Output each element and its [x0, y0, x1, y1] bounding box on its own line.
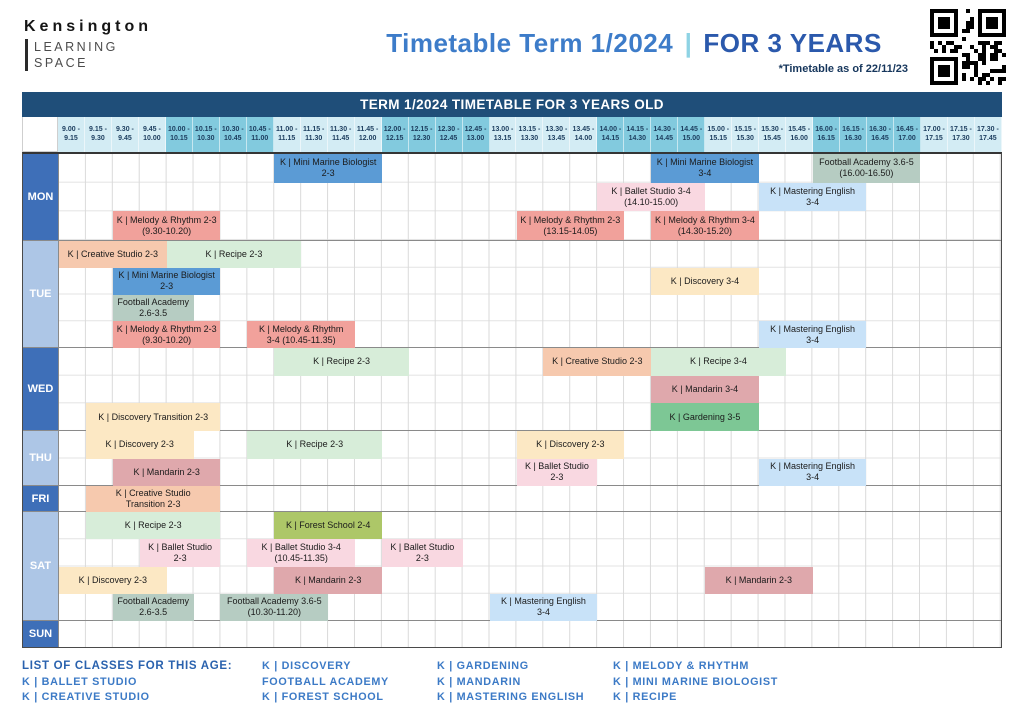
event-subtitle: (10.45-11.35)	[274, 552, 328, 563]
day-label-tue: TUE	[23, 241, 59, 347]
class-list-item: K | MANDARIN	[437, 675, 521, 688]
time-slot-12.45: 12.45 - 13.00	[463, 117, 490, 152]
event-title: K | Ballet Studio 3-4	[261, 541, 341, 552]
time-slot-16.30: 16.30 - 16.45	[867, 117, 894, 152]
event-block	[274, 567, 382, 594]
event-title: K | Ballet Studio	[524, 461, 589, 472]
event-block	[113, 321, 221, 348]
event-subtitle: (16.00-16.50)	[839, 168, 894, 179]
day-label-sun: SUN	[23, 621, 59, 647]
event-title: K | Mandarin 2-3	[133, 466, 200, 477]
event-title: K | Recipe 2-3	[313, 356, 371, 367]
timetable-date-note: *Timetable as of 22/11/23	[778, 63, 908, 75]
event-title: K | Mandarin 3-4	[671, 383, 739, 394]
event-subtitle: 3-4	[806, 472, 820, 483]
class-list-item: K | CREATIVE STUDIO	[22, 691, 150, 703]
event-block	[113, 594, 194, 621]
time-slot-16.15: 16.15 - 16.30	[840, 117, 867, 152]
event-block	[651, 348, 786, 376]
time-slot-10.45: 10.45 - 11.00	[247, 117, 274, 152]
time-slot-12.00: 12.00 - 12.15	[382, 117, 409, 152]
event-title: K | Creative Studio	[115, 488, 191, 498]
event-block	[813, 154, 921, 183]
event-title: K | Forest School 2-4	[285, 520, 371, 531]
time-slot-9.30: 9.30 - 9.45	[112, 117, 139, 152]
time-slot-11.30: 11.30 - 11.45	[328, 117, 355, 152]
event-subtitle: (13.15-14.05)	[543, 225, 598, 236]
class-list-column-1	[22, 659, 232, 706]
event-block	[651, 403, 759, 431]
day-row-tue	[23, 240, 1001, 347]
class-list-item: FOOTBALL ACADEMY	[262, 675, 389, 688]
time-slot-16.00: 16.00 - 16.15	[813, 117, 840, 152]
day-row-thu	[23, 430, 1001, 485]
day-label-fri: FRI	[23, 486, 59, 511]
day-row-fri	[23, 485, 1001, 511]
event-block	[247, 539, 355, 566]
time-slot-11.45: 11.45 - 12.00	[355, 117, 382, 152]
time-slot-15.30: 15.30 - 15.45	[759, 117, 786, 152]
event-block	[140, 539, 221, 566]
time-slot-16.45: 16.45 - 17.00	[894, 117, 921, 152]
event-title: K | Mastering English	[770, 323, 856, 334]
event-block	[759, 321, 867, 348]
time-header-corner	[22, 117, 58, 152]
event-block	[759, 183, 867, 212]
event-block	[247, 431, 382, 459]
event-title: K | Recipe 2-3	[124, 520, 182, 531]
event-subtitle: (9.30-10.20)	[142, 225, 192, 236]
event-subtitle: 2-3	[321, 168, 335, 179]
page-title	[360, 28, 908, 59]
event-title: K | Mastering English	[770, 185, 856, 196]
day-canvas-mon	[59, 154, 1001, 240]
brand-sub-line1: LEARNING	[34, 40, 118, 54]
day-row-sat	[23, 511, 1001, 620]
event-block	[274, 154, 382, 183]
event-title: K | Ballet Studio	[148, 541, 213, 552]
event-title: Football Academy	[117, 296, 189, 307]
brand-logo	[24, 18, 152, 71]
event-block	[86, 486, 221, 512]
class-list-item: K | GARDENING	[437, 660, 529, 672]
time-header-cells	[58, 117, 1002, 152]
class-list-item: K | BALLET STUDIO	[22, 675, 138, 688]
event-title: K | Mandarin 2-3	[294, 574, 362, 585]
class-list-column-4	[613, 659, 778, 706]
event-title: K | Mandarin 2-3	[725, 574, 792, 585]
time-slot-15.00: 15.00 - 15.15	[705, 117, 732, 152]
event-subtitle: (10.30-11.20)	[247, 607, 301, 618]
qr-code	[930, 9, 1006, 85]
event-title: K | Discovery 2-3	[105, 439, 174, 450]
day-label-wed: WED	[23, 348, 59, 430]
event-block	[651, 154, 759, 183]
event-title: K | Mastering English	[501, 596, 586, 607]
event-subtitle: 3-4 (10.45-11.35)	[266, 334, 336, 345]
event-title: Football Academy 3.6-5	[227, 596, 322, 607]
event-subtitle: Transition 2-3	[125, 499, 181, 509]
brand-sub-line2: SPACE	[34, 56, 88, 70]
event-subtitle: 2.6-3.5	[139, 307, 168, 318]
class-list-item: K | DISCOVERY	[262, 660, 352, 672]
time-slot-10.30: 10.30 - 10.45	[220, 117, 247, 152]
day-row-mon	[23, 154, 1001, 240]
time-slot-15.15: 15.15 - 15.30	[732, 117, 759, 152]
event-subtitle: (9.30-10.20)	[142, 334, 192, 345]
event-block	[220, 594, 328, 621]
event-subtitle: (14.10-15.00)	[624, 196, 679, 207]
event-block	[382, 539, 463, 566]
class-list-item: K | MINI MARINE BIOLOGIST	[613, 675, 779, 688]
time-slot-11.00: 11.00 - 11.15	[274, 117, 301, 152]
event-block	[86, 512, 221, 539]
event-subtitle: 2-3	[173, 552, 187, 563]
event-block	[113, 211, 221, 240]
event-subtitle: 2-3	[415, 552, 429, 563]
event-block	[517, 459, 598, 487]
event-subtitle: 2-3	[550, 472, 564, 483]
event-title: K | Discovery 2-3	[536, 439, 605, 450]
time-slot-13.45: 13.45 - 14.00	[570, 117, 597, 152]
day-rows	[22, 152, 1002, 648]
event-block	[167, 241, 302, 268]
class-list-column-3	[437, 659, 584, 706]
time-slot-17.30: 17.30 - 17.45	[975, 117, 1002, 152]
time-slot-10.15: 10.15 - 10.30	[193, 117, 220, 152]
day-canvas-tue	[59, 241, 1001, 347]
time-slot-9.00: 9.00 - 9.15	[58, 117, 85, 152]
title-divider: |	[684, 28, 692, 58]
time-slot-13.15: 13.15 - 13.30	[516, 117, 543, 152]
time-slot-9.45: 9.45 - 10.00	[139, 117, 166, 152]
event-subtitle: 2-3	[160, 281, 174, 292]
grid-banner: TERM 1/2024 TIMETABLE FOR 3 YEARS OLD	[22, 92, 1002, 117]
time-slot-14.45: 14.45 - 15.00	[678, 117, 705, 152]
event-block	[59, 241, 167, 268]
event-title: K | Melody & Rhythm 2-3	[116, 323, 217, 334]
day-label-sat: SAT	[23, 512, 59, 620]
event-title: K | Creative Studio 2-3	[67, 248, 159, 259]
event-title: K | Mini Marine Biologist	[118, 270, 215, 281]
time-slot-12.15: 12.15 - 12.30	[409, 117, 436, 152]
event-subtitle: 3-4	[806, 196, 820, 207]
event-title: K | Melody & Rhythm 2-3	[520, 214, 621, 225]
day-canvas-sat	[59, 512, 1001, 620]
event-block	[651, 268, 759, 295]
event-subtitle: 3-4	[536, 607, 550, 618]
event-subtitle: 3-4	[698, 168, 712, 179]
time-slot-13.00: 13.00 - 13.15	[490, 117, 517, 152]
event-title: K | Recipe 2-3	[286, 439, 344, 450]
event-title: K | Discovery Transition 2-3	[98, 411, 209, 422]
title-age: FOR 3 YEARS	[703, 28, 882, 58]
event-block	[543, 348, 651, 376]
event-title: K | Creative Studio 2-3	[552, 356, 643, 367]
event-title: K | Mini Marine Biologist	[279, 157, 377, 168]
event-block	[517, 211, 625, 240]
event-block	[705, 567, 813, 594]
time-header-row	[22, 117, 1002, 152]
event-block	[597, 183, 705, 212]
event-block	[113, 295, 194, 322]
event-title: K | Discovery 3-4	[670, 275, 740, 286]
day-canvas-sun	[59, 621, 1001, 647]
event-title: K | Gardening 3-5	[669, 411, 741, 422]
event-subtitle: 2.6-3.5	[139, 607, 168, 618]
day-row-sun	[23, 620, 1001, 647]
class-list-item: K | FOREST SCHOOL	[262, 691, 384, 703]
time-slot-11.15: 11.15 - 11.30	[301, 117, 328, 152]
event-block	[113, 459, 221, 487]
event-title: K | Melody & Rhythm 2-3	[116, 214, 217, 225]
class-list-item: K | RECIPE	[613, 691, 678, 703]
time-slot-14.00: 14.00 - 14.15	[597, 117, 624, 152]
event-block	[651, 376, 759, 404]
time-slot-10.00: 10.00 - 10.15	[166, 117, 193, 152]
day-canvas-wed	[59, 348, 1001, 430]
event-block	[247, 321, 355, 348]
time-slot-14.15: 14.15 - 14.30	[624, 117, 651, 152]
event-title: K | Melody & Rhythm 3-4	[655, 214, 755, 225]
class-list-item: K | MELODY & RHYTHM	[613, 660, 750, 672]
event-title: K | Recipe 2-3	[205, 248, 263, 259]
event-title: Football Academy	[117, 596, 189, 607]
event-title: K | Ballet Studio	[390, 541, 455, 552]
event-block	[517, 431, 625, 459]
time-slot-13.30: 13.30 - 13.45	[543, 117, 570, 152]
event-title: K | Discovery 2-3	[78, 574, 147, 585]
event-title: K | Ballet Studio 3-4	[611, 185, 691, 196]
event-block	[86, 403, 221, 431]
brand-name: Kensington	[24, 18, 152, 35]
day-canvas-thu	[59, 431, 1001, 485]
event-subtitle: 3-4	[806, 334, 820, 345]
class-list-heading: LIST OF CLASSES FOR THIS AGE:	[22, 660, 233, 672]
time-slot-17.00: 17.00 - 17.15	[921, 117, 948, 152]
brand-sub	[25, 39, 152, 71]
event-title: Football Academy 3.6-5	[819, 157, 914, 168]
time-slot-14.30: 14.30 - 14.45	[651, 117, 678, 152]
title-term: Timetable Term 1/2024	[386, 28, 674, 58]
time-slot-12.30: 12.30 - 12.45	[436, 117, 463, 152]
event-block	[490, 594, 598, 621]
timetable-grid	[22, 92, 1002, 648]
time-slot-15.45: 15.45 - 16.00	[786, 117, 813, 152]
class-list-item: K | MASTERING ENGLISH	[437, 691, 585, 703]
event-subtitle: (14.30-15.20)	[677, 225, 732, 236]
event-block	[113, 268, 221, 295]
event-block	[651, 211, 759, 240]
event-title: K | Recipe 3-4	[689, 356, 747, 367]
class-list-column-2	[262, 659, 389, 706]
day-canvas-fri	[59, 486, 1001, 511]
event-title: K | Melody & Rhythm	[259, 323, 344, 334]
event-block	[59, 567, 167, 594]
time-slot-17.15: 17.15 - 17.30	[948, 117, 975, 152]
time-slot-9.15: 9.15 - 9.30	[85, 117, 112, 152]
event-block	[86, 431, 194, 459]
day-row-wed	[23, 347, 1001, 430]
event-block	[274, 348, 409, 376]
day-label-thu: THU	[23, 431, 59, 485]
day-label-mon: MON	[23, 154, 59, 240]
event-block	[759, 459, 867, 487]
event-title: K | Mini Marine Biologist	[656, 157, 754, 168]
event-block	[274, 512, 382, 539]
event-title: K | Mastering English	[770, 461, 856, 472]
